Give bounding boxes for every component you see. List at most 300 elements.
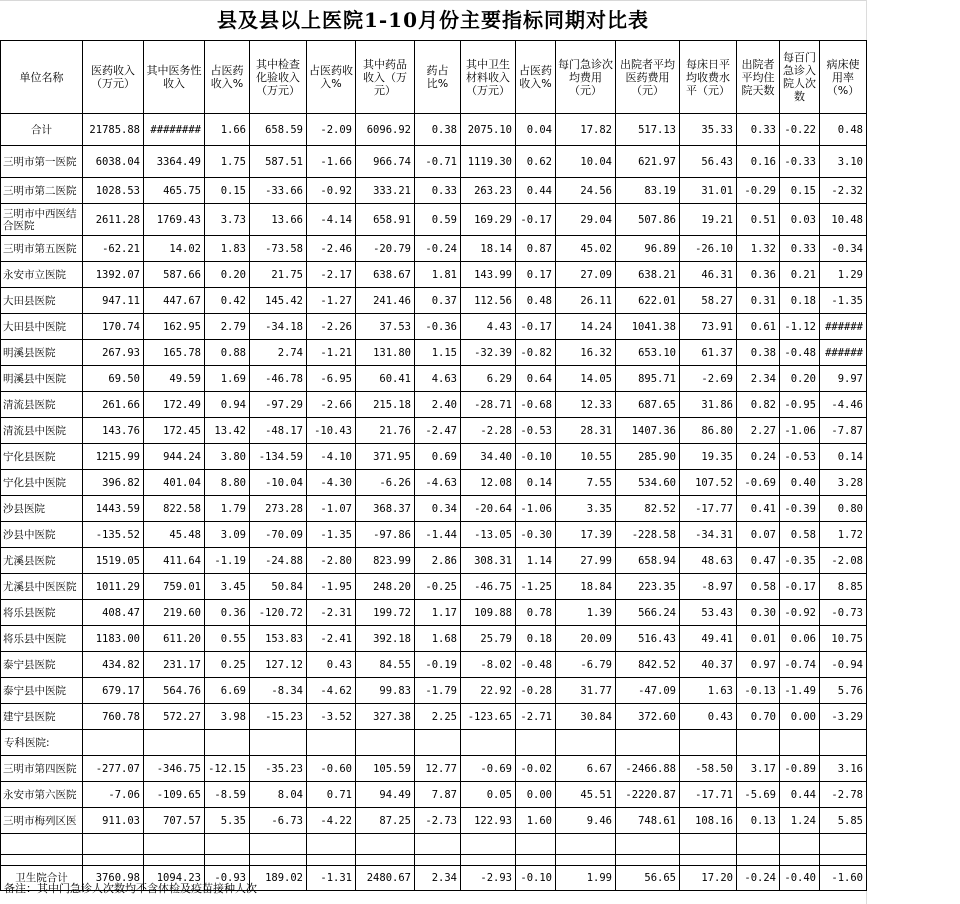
table-cell[interactable]: 653.10 <box>616 340 680 366</box>
table-cell[interactable]: 53.43 <box>680 600 737 626</box>
table-cell[interactable]: 10.48 <box>820 204 867 236</box>
table-cell[interactable]: -2.73 <box>415 808 461 834</box>
table-cell[interactable]: 1.14 <box>516 548 556 574</box>
table-cell[interactable] <box>556 834 616 855</box>
table-cell[interactable] <box>307 730 356 756</box>
row-label[interactable]: 沙县医院 <box>1 496 83 522</box>
table-cell[interactable]: -0.35 <box>780 548 820 574</box>
table-cell[interactable]: 1.17 <box>415 600 461 626</box>
table-cell[interactable]: 748.61 <box>616 808 680 834</box>
column-header[interactable]: 其中药品收入（万元） <box>356 41 415 114</box>
table-cell[interactable]: 368.37 <box>356 496 415 522</box>
table-cell[interactable]: -1.25 <box>516 574 556 600</box>
table-cell[interactable]: -0.36 <box>415 314 461 340</box>
table-cell[interactable]: 3.17 <box>737 756 780 782</box>
table-cell[interactable]: -2.47 <box>415 418 461 444</box>
table-cell[interactable]: 1215.99 <box>83 444 144 470</box>
table-cell[interactable]: -13.05 <box>461 522 516 548</box>
table-cell[interactable]: 219.60 <box>144 600 205 626</box>
column-header[interactable]: 其中卫生材料收入（万元） <box>461 41 516 114</box>
table-cell[interactable]: 621.97 <box>616 146 680 178</box>
table-cell[interactable]: 0.62 <box>516 146 556 178</box>
table-cell[interactable]: 0.18 <box>780 288 820 314</box>
table-cell[interactable]: 5.85 <box>820 808 867 834</box>
table-cell[interactable]: -4.46 <box>820 392 867 418</box>
table-cell[interactable]: -0.93 <box>205 866 250 891</box>
table-cell[interactable]: 0.94 <box>205 392 250 418</box>
table-cell[interactable]: -1.35 <box>307 522 356 548</box>
table-cell[interactable] <box>205 855 250 866</box>
table-cell[interactable]: ###### <box>820 314 867 340</box>
table-cell[interactable]: -0.17 <box>516 314 556 340</box>
table-cell[interactable]: 760.78 <box>83 704 144 730</box>
column-header[interactable]: 每百门急诊入院人次数 <box>780 41 820 114</box>
table-cell[interactable]: 6038.04 <box>83 146 144 178</box>
table-cell[interactable]: -20.79 <box>356 236 415 262</box>
table-cell[interactable]: -0.10 <box>516 444 556 470</box>
table-cell[interactable]: 17.20 <box>680 866 737 891</box>
row-label[interactable]: 永安市立医院 <box>1 262 83 288</box>
table-cell[interactable] <box>250 730 307 756</box>
table-cell[interactable]: 3.98 <box>205 704 250 730</box>
table-cell[interactable]: -10.04 <box>250 470 307 496</box>
table-cell[interactable]: -4.14 <box>307 204 356 236</box>
table-cell[interactable]: 30.84 <box>556 704 616 730</box>
table-cell[interactable]: 86.80 <box>680 418 737 444</box>
table-cell[interactable]: 61.37 <box>680 340 737 366</box>
table-cell[interactable]: 1.81 <box>415 262 461 288</box>
table-cell[interactable] <box>516 730 556 756</box>
table-cell[interactable]: 6.67 <box>556 756 616 782</box>
table-cell[interactable]: 122.93 <box>461 808 516 834</box>
column-header[interactable]: 占医药收入% <box>307 41 356 114</box>
table-cell[interactable]: -1.95 <box>307 574 356 600</box>
table-cell[interactable]: 24.56 <box>556 178 616 204</box>
table-cell[interactable]: -0.69 <box>461 756 516 782</box>
column-header[interactable]: 出院者平均住院天数 <box>737 41 780 114</box>
table-cell[interactable]: 5.35 <box>205 808 250 834</box>
column-header[interactable]: 占医药收入% <box>205 41 250 114</box>
table-cell[interactable]: 199.72 <box>356 600 415 626</box>
table-cell[interactable]: 2.34 <box>737 366 780 392</box>
table-cell[interactable]: 944.24 <box>144 444 205 470</box>
table-cell[interactable]: 0.80 <box>820 496 867 522</box>
table-cell[interactable]: 231.17 <box>144 652 205 678</box>
table-cell[interactable]: 2.74 <box>250 340 307 366</box>
table-cell[interactable]: 0.70 <box>737 704 780 730</box>
table-cell[interactable]: 35.33 <box>680 114 737 146</box>
table-cell[interactable]: -3.52 <box>307 704 356 730</box>
table-cell[interactable]: -0.60 <box>307 756 356 782</box>
table-cell[interactable]: 49.59 <box>144 366 205 392</box>
table-cell[interactable]: 40.37 <box>680 652 737 678</box>
table-cell[interactable] <box>415 730 461 756</box>
table-cell[interactable] <box>820 834 867 855</box>
table-cell[interactable]: 1094.23 <box>144 866 205 891</box>
table-cell[interactable]: -1.49 <box>780 678 820 704</box>
table-cell[interactable]: -0.17 <box>516 204 556 236</box>
table-cell[interactable]: -46.78 <box>250 366 307 392</box>
table-cell[interactable]: -0.22 <box>780 114 820 146</box>
table-cell[interactable]: -228.58 <box>616 522 680 548</box>
table-cell[interactable]: 0.43 <box>307 652 356 678</box>
table-cell[interactable]: 165.78 <box>144 340 205 366</box>
table-cell[interactable] <box>461 855 516 866</box>
table-cell[interactable]: 333.21 <box>356 178 415 204</box>
column-header[interactable]: 每门急诊次均费用（元） <box>556 41 616 114</box>
table-cell[interactable]: 10.75 <box>820 626 867 652</box>
table-cell[interactable]: 19.21 <box>680 204 737 236</box>
table-cell[interactable]: -8.59 <box>205 782 250 808</box>
table-cell[interactable]: 0.87 <box>516 236 556 262</box>
table-cell[interactable]: -0.71 <box>415 146 461 178</box>
table-cell[interactable]: -0.17 <box>780 574 820 600</box>
table-cell[interactable]: 6.69 <box>205 678 250 704</box>
table-cell[interactable]: -34.18 <box>250 314 307 340</box>
table-cell[interactable]: 10.55 <box>556 444 616 470</box>
table-cell[interactable]: 273.28 <box>250 496 307 522</box>
table-cell[interactable]: -7.87 <box>820 418 867 444</box>
table-cell[interactable]: -0.53 <box>780 444 820 470</box>
table-cell[interactable]: 14.24 <box>556 314 616 340</box>
table-cell[interactable]: 465.75 <box>144 178 205 204</box>
table-cell[interactable]: 7.87 <box>415 782 461 808</box>
table-cell[interactable] <box>516 834 556 855</box>
table-cell[interactable]: 707.57 <box>144 808 205 834</box>
table-cell[interactable]: -4.30 <box>307 470 356 496</box>
table-cell[interactable]: 396.82 <box>83 470 144 496</box>
row-label[interactable]: 泰宁县医院 <box>1 652 83 678</box>
table-cell[interactable]: 0.51 <box>737 204 780 236</box>
table-cell[interactable]: 10.04 <box>556 146 616 178</box>
table-cell[interactable]: 22.92 <box>461 678 516 704</box>
table-cell[interactable]: 27.99 <box>556 548 616 574</box>
table-cell[interactable]: 2.27 <box>737 418 780 444</box>
table-cell[interactable]: 143.99 <box>461 262 516 288</box>
table-cell[interactable]: 638.67 <box>356 262 415 288</box>
table-cell[interactable]: 3.45 <box>205 574 250 600</box>
table-cell[interactable] <box>820 730 867 756</box>
table-cell[interactable]: 27.09 <box>556 262 616 288</box>
table-cell[interactable]: -73.58 <box>250 236 307 262</box>
table-cell[interactable]: -33.66 <box>250 178 307 204</box>
table-cell[interactable]: 2.34 <box>415 866 461 891</box>
table-cell[interactable]: -2466.88 <box>616 756 680 782</box>
table-cell[interactable]: -46.75 <box>461 574 516 600</box>
column-header-unit[interactable]: 单位名称 <box>1 41 83 114</box>
table-cell[interactable]: 658.94 <box>616 548 680 574</box>
table-cell[interactable]: 0.25 <box>205 652 250 678</box>
table-cell[interactable]: 94.49 <box>356 782 415 808</box>
table-cell[interactable]: 947.11 <box>83 288 144 314</box>
table-cell[interactable]: -2.71 <box>516 704 556 730</box>
table-cell[interactable]: 0.33 <box>737 114 780 146</box>
table-cell[interactable] <box>737 730 780 756</box>
table-cell[interactable]: 447.67 <box>144 288 205 314</box>
table-cell[interactable]: 1.66 <box>205 114 250 146</box>
table-cell[interactable]: 0.82 <box>737 392 780 418</box>
table-cell[interactable] <box>616 855 680 866</box>
table-cell[interactable]: -0.24 <box>415 236 461 262</box>
table-cell[interactable]: 25.79 <box>461 626 516 652</box>
table-cell[interactable]: 611.20 <box>144 626 205 652</box>
table-cell[interactable]: 1407.36 <box>616 418 680 444</box>
table-cell[interactable]: 0.59 <box>415 204 461 236</box>
table-cell[interactable]: 248.20 <box>356 574 415 600</box>
table-cell[interactable]: 1183.00 <box>83 626 144 652</box>
table-cell[interactable]: 21.76 <box>356 418 415 444</box>
table-cell[interactable]: 12.08 <box>461 470 516 496</box>
table-cell[interactable]: 0.17 <box>516 262 556 288</box>
table-cell[interactable]: -12.15 <box>205 756 250 782</box>
table-cell[interactable]: 371.95 <box>356 444 415 470</box>
table-cell[interactable]: 21785.88 <box>83 114 144 146</box>
table-cell[interactable]: 2.40 <box>415 392 461 418</box>
table-cell[interactable]: -4.22 <box>307 808 356 834</box>
table-cell[interactable]: 1011.29 <box>83 574 144 600</box>
table-cell[interactable]: 2611.28 <box>83 204 144 236</box>
table-cell[interactable]: -17.77 <box>680 496 737 522</box>
table-cell[interactable]: 1392.07 <box>83 262 144 288</box>
table-cell[interactable]: 1028.53 <box>83 178 144 204</box>
table-cell[interactable]: 107.52 <box>680 470 737 496</box>
row-label[interactable]: 尤溪县医院 <box>1 548 83 574</box>
table-cell[interactable]: -2.46 <box>307 236 356 262</box>
table-cell[interactable]: -135.52 <box>83 522 144 548</box>
table-cell[interactable]: 49.41 <box>680 626 737 652</box>
row-label[interactable]: 三明市第四医院 <box>1 756 83 782</box>
table-cell[interactable]: 2.86 <box>415 548 461 574</box>
table-cell[interactable]: -1.07 <box>307 496 356 522</box>
table-cell[interactable]: 392.18 <box>356 626 415 652</box>
table-cell[interactable] <box>250 855 307 866</box>
table-cell[interactable]: 2.79 <box>205 314 250 340</box>
table-cell[interactable]: 7.55 <box>556 470 616 496</box>
table-cell[interactable]: 112.56 <box>461 288 516 314</box>
table-cell[interactable]: -0.95 <box>780 392 820 418</box>
table-cell[interactable]: -97.86 <box>356 522 415 548</box>
table-cell[interactable]: 83.19 <box>616 178 680 204</box>
table-cell[interactable]: 31.77 <box>556 678 616 704</box>
table-cell[interactable]: -58.50 <box>680 756 737 782</box>
table-cell[interactable]: -1.44 <box>415 522 461 548</box>
table-cell[interactable]: 687.65 <box>616 392 680 418</box>
table-cell[interactable]: 29.04 <box>556 204 616 236</box>
table-cell[interactable]: 0.71 <box>307 782 356 808</box>
table-cell[interactable]: -48.17 <box>250 418 307 444</box>
table-cell[interactable] <box>205 730 250 756</box>
table-cell[interactable] <box>415 855 461 866</box>
table-cell[interactable]: -0.19 <box>415 652 461 678</box>
table-cell[interactable]: 20.09 <box>556 626 616 652</box>
row-label[interactable]: 三明市中西医结合医院 <box>1 204 83 236</box>
table-cell[interactable]: 172.49 <box>144 392 205 418</box>
table-cell[interactable]: 0.21 <box>780 262 820 288</box>
table-cell[interactable]: -7.06 <box>83 782 144 808</box>
table-cell[interactable]: 0.42 <box>205 288 250 314</box>
table-cell[interactable]: -24.88 <box>250 548 307 574</box>
table-cell[interactable]: 587.51 <box>250 146 307 178</box>
table-cell[interactable]: -10.43 <box>307 418 356 444</box>
table-cell[interactable]: 105.59 <box>356 756 415 782</box>
table-cell[interactable]: 96.89 <box>616 236 680 262</box>
table-cell[interactable]: 1.79 <box>205 496 250 522</box>
table-cell[interactable]: -120.72 <box>250 600 307 626</box>
table-cell[interactable]: -62.21 <box>83 236 144 262</box>
table-cell[interactable]: 261.66 <box>83 392 144 418</box>
row-label[interactable]: 沙县中医院 <box>1 522 83 548</box>
table-cell[interactable]: 56.65 <box>616 866 680 891</box>
table-cell[interactable]: 109.88 <box>461 600 516 626</box>
row-label[interactable]: 将乐县医院 <box>1 600 83 626</box>
table-cell[interactable] <box>1 834 83 855</box>
table-cell[interactable]: 12.33 <box>556 392 616 418</box>
table-cell[interactable]: 73.91 <box>680 314 737 340</box>
table-cell[interactable]: 564.76 <box>144 678 205 704</box>
table-cell[interactable]: 48.63 <box>680 548 737 574</box>
table-cell[interactable] <box>83 855 144 866</box>
table-cell[interactable]: 0.16 <box>737 146 780 178</box>
table-cell[interactable]: 0.37 <box>415 288 461 314</box>
table-cell[interactable]: 3.16 <box>820 756 867 782</box>
table-cell[interactable]: 0.58 <box>780 522 820 548</box>
table-cell[interactable]: 3.73 <box>205 204 250 236</box>
table-cell[interactable]: -8.34 <box>250 678 307 704</box>
table-cell[interactable]: 572.27 <box>144 704 205 730</box>
table-cell[interactable]: 0.03 <box>780 204 820 236</box>
table-cell[interactable] <box>83 730 144 756</box>
table-cell[interactable]: -2.17 <box>307 262 356 288</box>
table-cell[interactable]: 46.31 <box>680 262 737 288</box>
table-cell[interactable]: 6096.92 <box>356 114 415 146</box>
table-cell[interactable]: 12.77 <box>415 756 461 782</box>
table-cell[interactable]: 0.00 <box>780 704 820 730</box>
table-cell[interactable]: 1.68 <box>415 626 461 652</box>
table-cell[interactable]: 6.29 <box>461 366 516 392</box>
table-cell[interactable]: 842.52 <box>616 652 680 678</box>
table-cell[interactable]: 3.80 <box>205 444 250 470</box>
table-cell[interactable]: 131.80 <box>356 340 415 366</box>
row-label[interactable]: 三明市第一医院 <box>1 146 83 178</box>
table-cell[interactable]: -1.66 <box>307 146 356 178</box>
table-cell[interactable]: 143.76 <box>83 418 144 444</box>
table-cell[interactable]: 911.03 <box>83 808 144 834</box>
table-cell[interactable] <box>680 855 737 866</box>
table-cell[interactable]: 45.48 <box>144 522 205 548</box>
table-cell[interactable]: 4.63 <box>415 366 461 392</box>
column-header[interactable]: 其中医务性收入 <box>144 41 205 114</box>
table-cell[interactable]: 1.29 <box>820 262 867 288</box>
table-cell[interactable]: 534.60 <box>616 470 680 496</box>
table-cell[interactable]: 162.95 <box>144 314 205 340</box>
table-cell[interactable]: -0.24 <box>737 866 780 891</box>
table-cell[interactable]: -277.07 <box>83 756 144 782</box>
table-cell[interactable]: 0.69 <box>415 444 461 470</box>
table-cell[interactable]: 17.82 <box>556 114 616 146</box>
table-cell[interactable]: -47.09 <box>616 678 680 704</box>
table-cell[interactable]: 223.35 <box>616 574 680 600</box>
table-cell[interactable]: 0.01 <box>737 626 780 652</box>
table-cell[interactable]: 622.01 <box>616 288 680 314</box>
table-cell[interactable]: 19.35 <box>680 444 737 470</box>
table-cell[interactable]: 517.13 <box>616 114 680 146</box>
table-cell[interactable]: -4.62 <box>307 678 356 704</box>
column-header[interactable]: 药占比% <box>415 41 461 114</box>
table-cell[interactable]: -0.68 <box>516 392 556 418</box>
row-label[interactable]: 大田县中医院 <box>1 314 83 340</box>
table-cell[interactable]: 0.31 <box>737 288 780 314</box>
table-cell[interactable]: -2.66 <box>307 392 356 418</box>
table-cell[interactable]: 170.74 <box>83 314 144 340</box>
table-cell[interactable]: 50.84 <box>250 574 307 600</box>
table-cell[interactable] <box>616 834 680 855</box>
row-label[interactable]: 三明市第二医院 <box>1 178 83 204</box>
table-cell[interactable] <box>680 730 737 756</box>
table-cell[interactable]: 60.41 <box>356 366 415 392</box>
table-cell[interactable]: 13.42 <box>205 418 250 444</box>
table-cell[interactable]: 21.75 <box>250 262 307 288</box>
table-cell[interactable]: 0.38 <box>737 340 780 366</box>
row-label[interactable]: 三明市梅列区医 <box>1 808 83 834</box>
table-cell[interactable]: -1.31 <box>307 866 356 891</box>
column-header[interactable]: 占医药收入% <box>516 41 556 114</box>
table-cell[interactable]: 1.39 <box>556 600 616 626</box>
table-cell[interactable]: -2.32 <box>820 178 867 204</box>
table-cell[interactable]: 1.83 <box>205 236 250 262</box>
table-cell[interactable]: 0.36 <box>737 262 780 288</box>
table-cell[interactable] <box>205 834 250 855</box>
table-cell[interactable]: 658.59 <box>250 114 307 146</box>
table-cell[interactable]: -0.74 <box>780 652 820 678</box>
table-cell[interactable] <box>307 834 356 855</box>
table-cell[interactable]: -6.79 <box>556 652 616 678</box>
table-cell[interactable]: 0.47 <box>737 548 780 574</box>
table-cell[interactable]: 4.43 <box>461 314 516 340</box>
table-cell[interactable]: 0.61 <box>737 314 780 340</box>
table-cell[interactable]: 8.85 <box>820 574 867 600</box>
table-cell[interactable]: 0.15 <box>780 178 820 204</box>
table-cell[interactable]: 1443.59 <box>83 496 144 522</box>
table-cell[interactable]: 37.53 <box>356 314 415 340</box>
table-cell[interactable]: -1.19 <box>205 548 250 574</box>
table-cell[interactable]: -0.39 <box>780 496 820 522</box>
table-cell[interactable]: 9.97 <box>820 366 867 392</box>
table-cell[interactable]: 0.06 <box>780 626 820 652</box>
table-cell[interactable]: 411.64 <box>144 548 205 574</box>
table-cell[interactable]: 0.36 <box>205 600 250 626</box>
table-cell[interactable]: 215.18 <box>356 392 415 418</box>
table-cell[interactable]: 1519.05 <box>83 548 144 574</box>
table-cell[interactable]: 241.46 <box>356 288 415 314</box>
table-cell[interactable]: -28.71 <box>461 392 516 418</box>
row-label[interactable]: 将乐县中医院 <box>1 626 83 652</box>
table-cell[interactable]: -1.06 <box>780 418 820 444</box>
table-cell[interactable]: 0.97 <box>737 652 780 678</box>
table-cell[interactable]: 566.24 <box>616 600 680 626</box>
table-cell[interactable]: -34.31 <box>680 522 737 548</box>
row-label[interactable]: 大田县医院 <box>1 288 83 314</box>
table-cell[interactable]: -2220.87 <box>616 782 680 808</box>
table-cell[interactable]: -8.97 <box>680 574 737 600</box>
table-cell[interactable]: 5.76 <box>820 678 867 704</box>
table-cell[interactable] <box>737 855 780 866</box>
table-cell[interactable] <box>144 730 205 756</box>
table-cell[interactable] <box>780 855 820 866</box>
table-cell[interactable]: 0.48 <box>820 114 867 146</box>
table-cell[interactable]: 172.45 <box>144 418 205 444</box>
table-cell[interactable]: -123.65 <box>461 704 516 730</box>
column-header[interactable]: 每床日平均收费水平（元） <box>680 41 737 114</box>
